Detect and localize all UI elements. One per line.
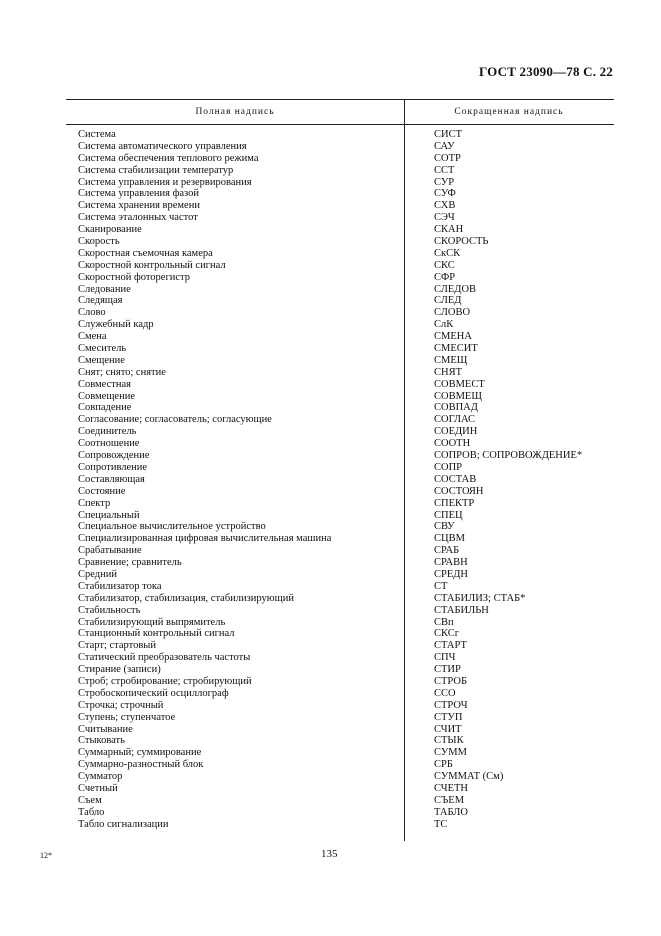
full-label: Система	[78, 129, 116, 140]
table-row	[66, 569, 614, 581]
abbreviation: СОТР	[434, 152, 461, 164]
table-row	[66, 593, 614, 605]
full-label: Скоростной фоторегистр	[78, 271, 191, 283]
abbreviation: СОЕДИН	[434, 426, 478, 438]
full-label: Скоростная съемочная камера	[78, 247, 213, 259]
abbreviation: СТИР	[434, 664, 461, 676]
full-label: Строб; стробирование; стробирующий	[78, 675, 252, 687]
abbreviation: САУ	[434, 140, 455, 152]
abbreviation: СКС	[434, 259, 455, 271]
abbreviation: СЧЕТН	[434, 782, 468, 794]
full-label: Система обеспечения теплового режима	[78, 152, 259, 164]
full-label: Срабатывание	[78, 545, 142, 557]
table-row	[66, 165, 614, 177]
full-label: Стабилизирующий выпрямитель	[78, 616, 226, 628]
table-row	[66, 557, 614, 569]
table-row	[66, 700, 614, 712]
table-row	[66, 438, 614, 450]
table-row	[66, 640, 614, 652]
abbreviation: СТАБИЛЬН	[434, 604, 489, 616]
table-row	[66, 462, 614, 474]
abbreviation: СВп	[434, 616, 454, 628]
abbreviation: СОСТОЯН	[434, 485, 484, 497]
table-row	[66, 783, 614, 795]
abbreviation: ТАБЛО	[434, 806, 468, 818]
table-row	[66, 735, 614, 747]
table-row	[66, 521, 614, 533]
full-label: Стробоскопический осциллограф	[78, 687, 229, 699]
full-label: Совпадение	[78, 402, 132, 414]
abbreviation: СОПР	[434, 461, 463, 473]
full-label: Следование	[78, 283, 131, 295]
full-label: Средний	[78, 568, 117, 580]
full-label: Сравнение; сравнитель	[78, 557, 182, 569]
full-label: Сопровождение	[78, 450, 150, 462]
table-row	[66, 284, 614, 296]
full-label: Система стабилизации температур	[78, 164, 234, 176]
full-label: Снят; снято; снятие	[78, 366, 166, 378]
full-label: Стабилизатор тока	[78, 580, 162, 592]
table-row	[66, 498, 614, 510]
full-label: Спектр	[78, 497, 111, 509]
abbreviation: СПЧ	[434, 652, 456, 664]
table-row	[66, 486, 614, 498]
table-row	[66, 414, 614, 426]
full-label: Сканирование	[78, 224, 142, 236]
table-row	[66, 331, 614, 343]
table-row	[66, 450, 614, 462]
column-header-full: Полная надпись	[195, 107, 275, 117]
abbreviation: СОСТАВ	[434, 473, 477, 485]
abbreviation: СлК	[434, 319, 454, 331]
full-label: Система автоматического управления	[78, 140, 247, 152]
table-row	[66, 319, 614, 331]
table-row	[66, 807, 614, 819]
table-row	[66, 652, 614, 664]
table-header	[66, 99, 614, 125]
full-label: Система управления фазой	[78, 188, 200, 200]
full-label: Статический преобразователь частоты	[78, 652, 251, 664]
abbreviation: ТС	[434, 818, 448, 830]
full-label: Следящая	[78, 295, 123, 307]
full-label: Состояние	[78, 485, 126, 497]
abbreviation: СООТН	[434, 438, 471, 450]
full-label: Скоростной контрольный сигнал	[78, 259, 226, 271]
full-label: Смена	[78, 331, 107, 343]
full-label: Специальный	[78, 509, 140, 521]
abbreviation: СТЫК	[434, 735, 464, 747]
abbreviation: СМЕНА	[434, 331, 472, 343]
table-row	[66, 795, 614, 807]
table-row	[66, 533, 614, 545]
table-row	[66, 771, 614, 783]
page-number: 135	[321, 848, 338, 860]
table-row	[66, 628, 614, 640]
full-label: Сумматор	[78, 771, 123, 783]
abbreviation: СМЕСИТ	[434, 343, 478, 355]
full-label: Стабильность	[78, 604, 141, 616]
full-label: Совмещение	[78, 390, 135, 402]
full-label: Составляющая	[78, 473, 145, 485]
abbreviation: СРАВН	[434, 557, 468, 569]
table-row	[66, 402, 614, 414]
full-label: Специальное вычислительное устройство	[78, 521, 266, 533]
table-row	[66, 688, 614, 700]
full-label: Суммарный; суммирование	[78, 747, 202, 759]
abbreviation: СЛОВО	[434, 307, 471, 319]
table-row	[66, 759, 614, 771]
table-row	[66, 747, 614, 759]
table-row	[66, 129, 614, 141]
abbreviation: СОПРОВ; СОПРОВОЖДЕНИЕ*	[434, 450, 583, 462]
abbreviation: СПЕЦ	[434, 509, 463, 521]
abbreviation: СРБ	[434, 759, 453, 771]
table-body	[66, 125, 614, 831]
abbreviation: СКАН	[434, 224, 464, 236]
table-row	[66, 379, 614, 391]
full-label: Старт; стартовый	[78, 640, 156, 652]
abbreviation: СТАРТ	[434, 640, 467, 652]
full-label: Соотношение	[78, 438, 140, 450]
full-label: Табло сигнализации	[78, 818, 169, 830]
table-row	[66, 474, 614, 486]
table-row	[66, 212, 614, 224]
table-row	[66, 426, 614, 438]
full-label: Смещение	[78, 354, 125, 366]
abbreviation: СПЕКТР	[434, 497, 475, 509]
column-header-abbr: Сокращенная надпись	[454, 107, 564, 117]
full-label: Стабилизатор, стабилизация, стабилизирующий	[78, 592, 294, 604]
abbreviation: СУММ	[434, 747, 467, 759]
abbreviation: СЧИТ	[434, 723, 462, 735]
full-label: Система эталонных частот	[78, 212, 198, 224]
table-row	[66, 355, 614, 367]
table-row	[66, 153, 614, 165]
abbreviation: СТАБИЛИЗ; СТАБ*	[434, 592, 526, 604]
table-row	[66, 307, 614, 319]
abbreviation: СМЕЩ	[434, 354, 468, 366]
table-row	[66, 248, 614, 260]
full-label: Строчка; строчный	[78, 699, 164, 711]
abbreviation: СОВПАД	[434, 402, 478, 414]
full-label: Соединитель	[78, 426, 137, 438]
full-label: Смеситель	[78, 343, 127, 355]
table-row	[66, 664, 614, 676]
abbreviation: СОГЛАС	[434, 414, 476, 426]
full-label: Специализированная цифровая вычислительная машина	[78, 533, 332, 545]
abbreviation-table	[66, 99, 614, 831]
abbreviation: СНЯТ	[434, 366, 463, 378]
table-row	[66, 200, 614, 212]
abbreviation: СОВМЕЩ	[434, 390, 482, 402]
full-label: Станционный контрольный сигнал	[78, 628, 235, 640]
full-label: Стирание (записи)	[78, 664, 161, 676]
abbreviation: СФР	[434, 271, 456, 283]
full-label: Табло	[78, 806, 105, 818]
abbreviation: СЪЕМ	[434, 794, 465, 806]
abbreviation: СКОРОСТЬ	[434, 236, 489, 248]
table-row	[66, 712, 614, 724]
abbreviation: СУФ	[434, 188, 456, 200]
full-label: Слово	[78, 307, 106, 319]
abbreviation: СТРОЧ	[434, 699, 468, 711]
footnote-mark: 12*	[40, 851, 52, 860]
abbreviation: СЛЕД	[434, 295, 462, 307]
full-label: Служебный кадр	[78, 319, 154, 331]
abbreviation: СТРОБ	[434, 675, 467, 687]
abbreviation: СТ	[434, 580, 448, 592]
abbreviation: СРЕДН	[434, 568, 469, 580]
abbreviation: СУММАТ (См)	[434, 771, 504, 783]
table-row	[66, 367, 614, 379]
abbreviation: ССО	[434, 687, 456, 699]
abbreviation: СкСК	[434, 247, 461, 259]
abbreviation: СКСг	[434, 628, 460, 640]
abbreviation: СЦВМ	[434, 533, 465, 545]
full-label: Скорость	[78, 236, 120, 248]
abbreviation: ССТ	[434, 164, 455, 176]
table-row	[66, 545, 614, 557]
table-row	[66, 224, 614, 236]
abbreviation: СХВ	[434, 200, 456, 212]
table-row	[66, 343, 614, 355]
abbreviation: СТУП	[434, 711, 463, 723]
full-label: Стыковать	[78, 735, 125, 747]
table-row	[66, 510, 614, 522]
table-row	[66, 391, 614, 403]
page-header-standard: ГОСТ 23090—78 С. 22	[479, 64, 613, 79]
table-row	[66, 272, 614, 284]
abbreviation: СИСТ	[434, 129, 463, 140]
full-label: Сопротивление	[78, 461, 148, 473]
table-row	[66, 177, 614, 189]
table-row	[66, 236, 614, 248]
table-row	[66, 724, 614, 736]
full-label: Система управления и резервирования	[78, 176, 252, 188]
full-label: Система хранения времени	[78, 200, 200, 212]
table-row	[66, 260, 614, 272]
table-row	[66, 188, 614, 200]
table-row	[66, 617, 614, 629]
full-label: Съем	[78, 794, 102, 806]
table-row	[66, 819, 614, 831]
abbreviation: СОВМЕСТ	[434, 378, 485, 390]
table-row	[66, 676, 614, 688]
abbreviation: СРАБ	[434, 545, 460, 557]
full-label: Счетный	[78, 782, 118, 794]
table-row	[66, 605, 614, 617]
full-label: Согласование; согласователь; согласующие	[78, 414, 272, 426]
full-label: Суммарно-разностный блок	[78, 759, 204, 771]
table-row	[66, 295, 614, 307]
abbreviation: СЭЧ	[434, 212, 455, 224]
abbreviation: СУР	[434, 176, 455, 188]
table-row	[66, 581, 614, 593]
full-label: Совместная	[78, 378, 131, 390]
table-row	[66, 141, 614, 153]
full-label: Ступень; ступенчатое	[78, 711, 176, 723]
full-label: Считывание	[78, 723, 133, 735]
abbreviation: СВУ	[434, 521, 455, 533]
abbreviation: СЛЕДОВ	[434, 283, 477, 295]
